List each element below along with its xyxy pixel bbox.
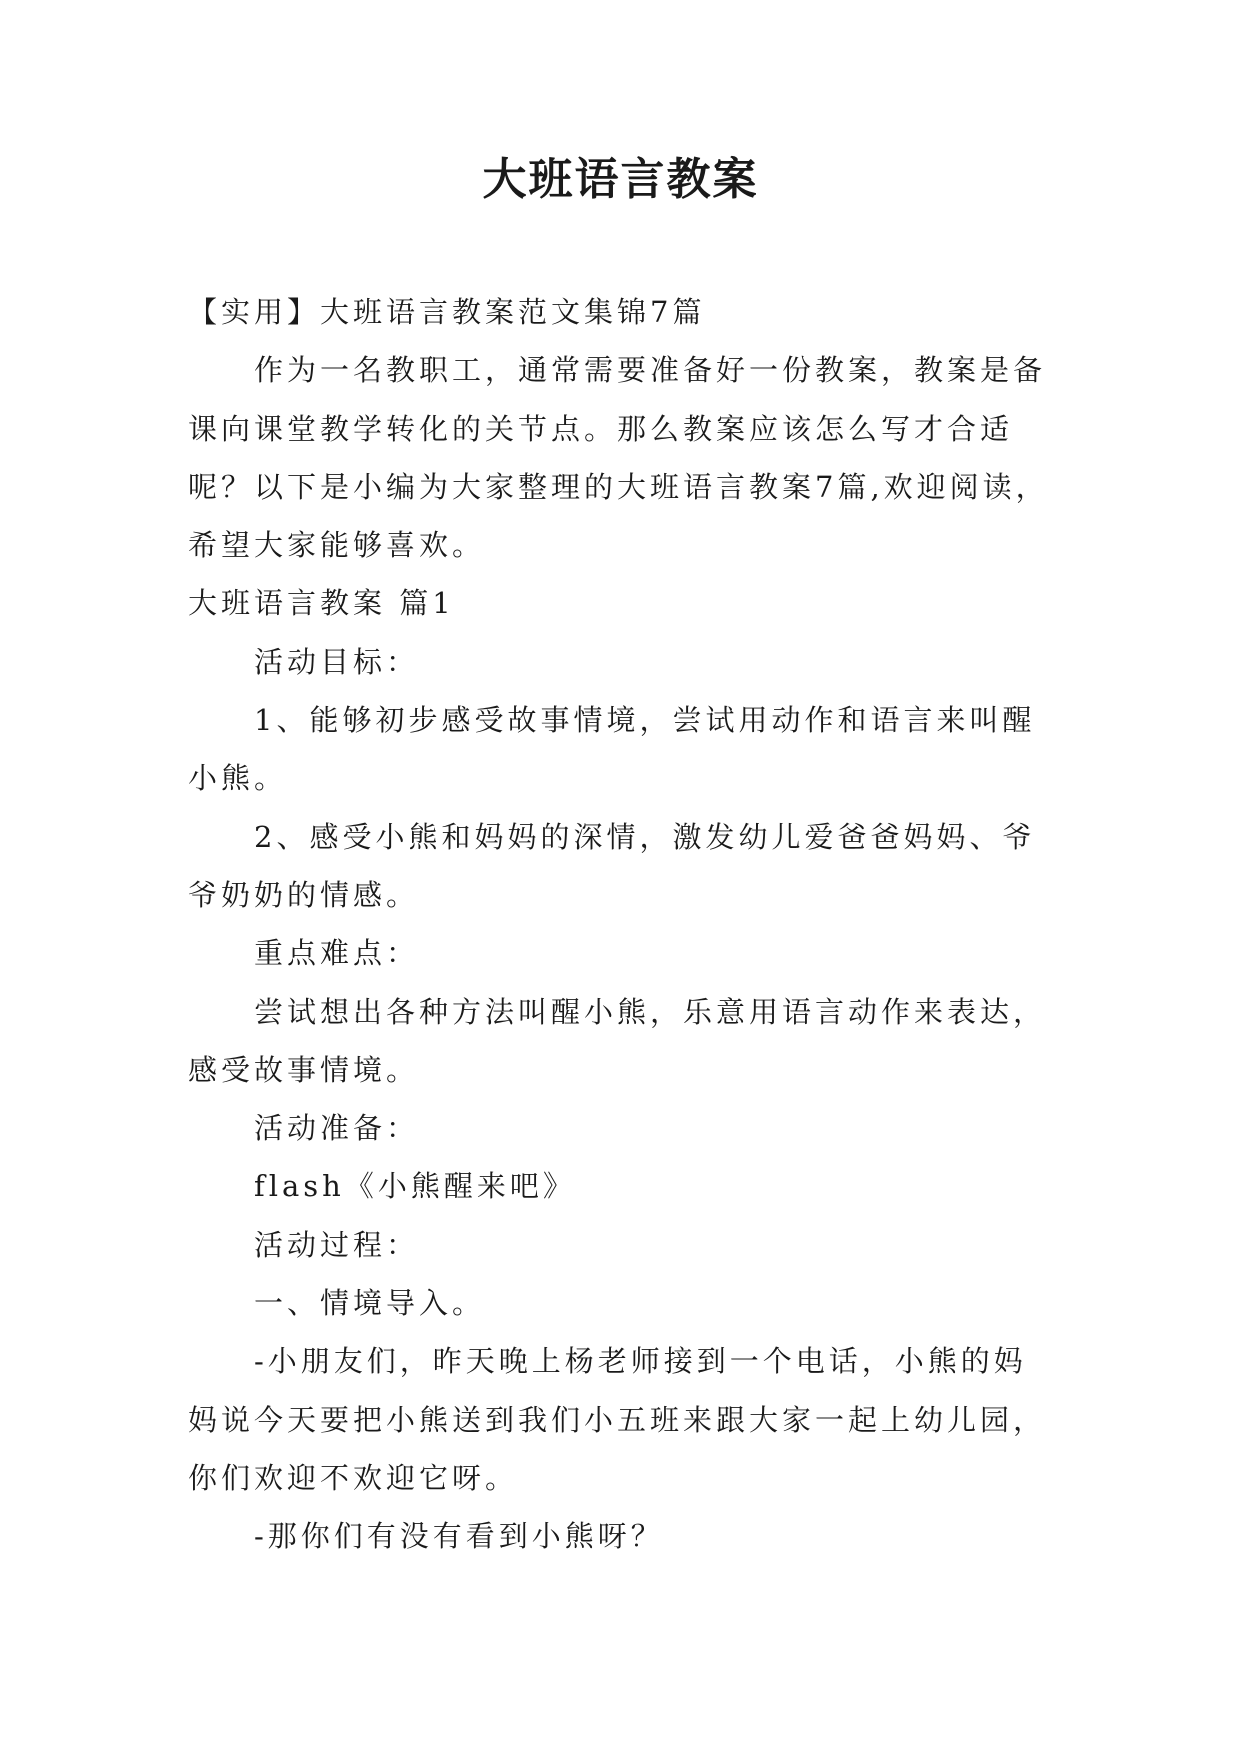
document-title: 大班语言教案 [482,154,759,205]
goal-item-2: 2、感受小熊和妈妈的深情，激发幼儿爱爸爸妈妈、爷爷奶奶的情感。 [188,819,1036,912]
goal-item-1: 1、能够初步感受故事情境，尝试用动作和语言来叫醒小熊。 [188,703,1036,796]
dialogue-paragraph-2: -那你们有没有看到小熊呀？ [254,1519,664,1554]
intro-paragraph: 作为一名教职工，通常需要准备好一份教案，教案是备课向课堂教学转化的关节点。那么教案应该怎么写才合适呢？以下是小编为大家整理的大班语言教案7篇,欢迎阅读，希望大家能够喜欢。 [188,353,1049,563]
dialogue-paragraph-1: -小朋友们，昨天晚上杨老师接到一个电话，小熊的妈妈说今天要把小熊送到我们小五班来跟大家一起上幼儿园，你们欢迎不欢迎它呀。 [188,1344,1047,1495]
section-heading: 大班语言教案 篇1 [188,586,455,621]
document-body [188,283,1058,1566]
activity-preparation-heading: 活动准备： [254,1111,420,1146]
subtitle-paragraph: 【实用】大班语言教案范文集锦7篇 [188,295,706,329]
activity-goals-heading: 活动目标： [254,644,420,679]
process-step-1: 一、情境导入。 [254,1286,486,1321]
key-difficulties-heading: 重点难点： [254,936,420,971]
key-difficulties-paragraph: 尝试想出各种方法叫醒小熊，乐意用语言动作来表达，感受故事情境。 [188,994,1047,1087]
preparation-item: flash《小熊醒来吧》 [254,1169,576,1204]
activity-process-heading: 活动过程： [254,1227,420,1262]
